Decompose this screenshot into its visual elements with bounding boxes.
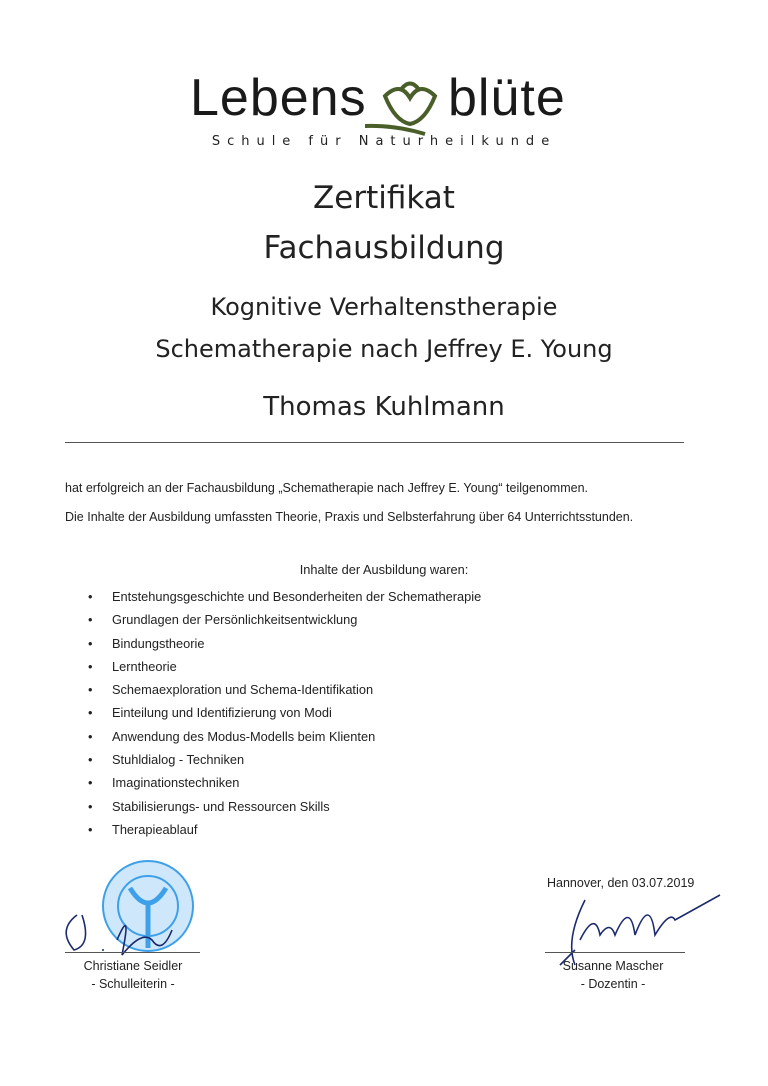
list-item-text: Stabilisierungs- und Ressourcen Skills	[112, 798, 330, 814]
list-item-text: Einteilung und Identifizierung von Modi	[112, 705, 332, 721]
logo-tagline: Schule für Naturheilkunde	[211, 134, 557, 149]
body-line-1: hat erfolgreich an der Fachausbildung „Schematherapie nach Jeffrey E. Young“ teilgenommen.	[65, 481, 589, 495]
place-date: Hannover, den 03.07.2019	[547, 876, 695, 890]
list-item: • Lerntheorie	[88, 659, 481, 682]
recipient-name: Thomas Kuhlmann	[263, 392, 505, 422]
signatory-role-1: - Schulleiterin -	[91, 977, 175, 991]
list-item-text: Grundlagen der Persönlichkeitsentwicklung	[112, 612, 358, 628]
signatory-role-2: - Dozentin -	[580, 977, 646, 991]
list-item-text: Stuhldialog - Techniken	[112, 752, 245, 768]
signature-seidler	[62, 900, 192, 960]
contents-heading: Inhalte der Ausbildung waren:	[299, 562, 469, 577]
divider	[65, 442, 684, 443]
signatory-name-1: Christiane Seidler	[83, 959, 183, 973]
signatory-name-2: Susanne Mascher	[562, 959, 664, 973]
signature-line-left	[65, 952, 200, 953]
list-item-text: Imaginationstechniken	[112, 775, 240, 791]
list-item-text: Bindungstheorie	[112, 635, 205, 651]
course-line-2: Schematherapie nach Jeffrey E. Young	[155, 335, 613, 363]
body-line-2: Die Inhalte der Ausbildung umfassten Theorie, Praxis und Selbsterfahrung über 64 Unterrichtsstunden.	[65, 510, 634, 524]
logo-text-lebens: Lebens	[190, 69, 367, 127]
signature-line-right	[545, 952, 685, 953]
list-item: • Einteilung und Identifizierung von Modi	[88, 705, 481, 728]
signature-mascher	[555, 890, 725, 970]
list-item: • Therapieablauf	[88, 822, 481, 845]
certificate-title: Zertifikat	[313, 180, 455, 216]
list-item: • Anwendung des Modus-Modells beim Klienten	[88, 729, 481, 752]
list-item: • Stabilisierungs- und Ressourcen Skills	[88, 799, 481, 822]
list-item: • Schemaexploration und Schema-Identifikation	[88, 682, 481, 705]
logo-text-bluete: blüte	[448, 69, 566, 127]
list-item-text: Schemaexploration und Schema-Identifikation	[112, 682, 374, 698]
list-item: • Bindungstheorie	[88, 636, 481, 659]
list-item: • Imaginationstechniken	[88, 775, 481, 798]
list-item-text: Entstehungsgeschichte und Besonderheiten der Schematherapie	[112, 589, 482, 604]
list-item: • Stuhldialog - Techniken	[88, 752, 481, 775]
list-item-text: Lerntheorie	[112, 658, 177, 674]
list-item: • Grundlagen der Persönlichkeitsentwicklung	[88, 612, 481, 635]
contents-list	[88, 589, 481, 845]
list-item-text: Anwendung des Modus-Modells beim Klienten	[112, 728, 376, 744]
certificate-subtitle: Fachausbildung	[263, 230, 505, 266]
list-item: • Entstehungsgeschichte und Besonderheiten der Schematherapie	[88, 589, 481, 612]
course-line-1: Kognitive Verhaltenstherapie	[210, 293, 558, 321]
list-item-text: Therapieablauf	[112, 821, 198, 837]
